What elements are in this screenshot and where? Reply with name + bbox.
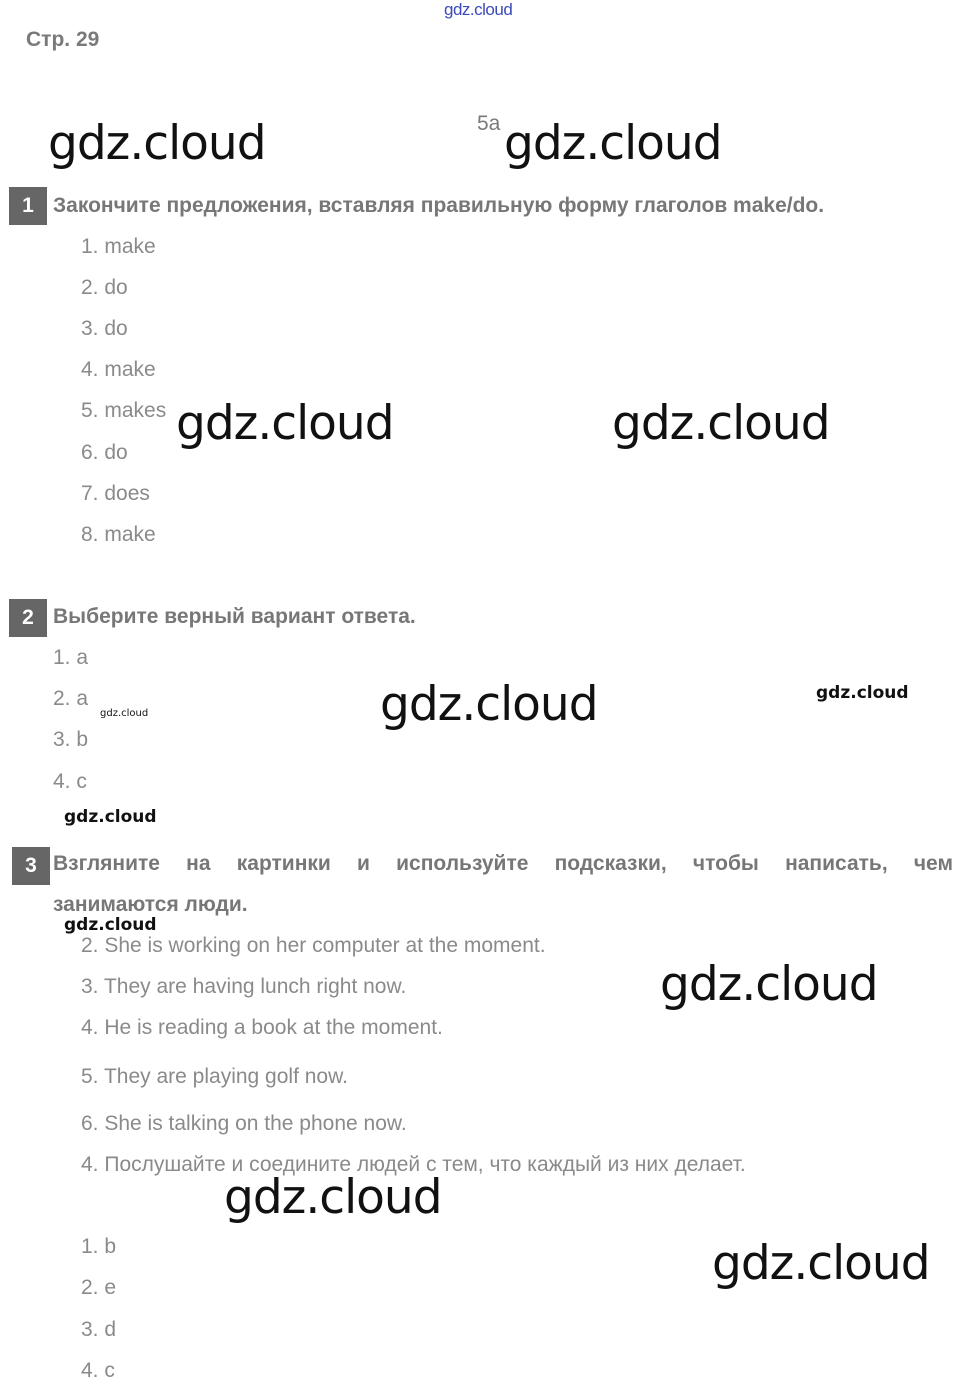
task-3-number: 3 bbox=[12, 847, 50, 885]
watermark: gdz.cloud bbox=[712, 1236, 930, 1291]
task-3-answer: 3. They are having lunch right now. bbox=[81, 975, 407, 998]
watermark: gdz.cloud bbox=[816, 683, 909, 703]
task-3-answer: 2. She is working on her computer at the moment. bbox=[81, 934, 546, 957]
task-1-answer: 2. do bbox=[81, 276, 128, 299]
watermark: gdz.cloud bbox=[64, 915, 157, 935]
task-2-answer: 2. a bbox=[53, 687, 89, 710]
top-watermark: gdz.cloud bbox=[444, 0, 513, 19]
task-3-title-line-1: Взгляните на картинки и используйте подсказки, чтобы написать, чем bbox=[53, 852, 953, 875]
task-1-answer: 8. make bbox=[81, 523, 156, 546]
task-2-answer: 3. b bbox=[53, 728, 89, 751]
watermark: gdz.cloud bbox=[100, 708, 149, 719]
task-2-answer: 1. a bbox=[53, 646, 89, 669]
watermark: gdz.cloud bbox=[612, 396, 830, 451]
task-3-title-line-2: занимаются люди. bbox=[53, 893, 248, 916]
task-3-answer: 5. They are playing golf now. bbox=[81, 1065, 348, 1088]
task-4-title: 4. Послушайте и соедините людей с тем, что каждый из них делает. bbox=[81, 1153, 746, 1176]
task-1-answer: 1. make bbox=[81, 235, 156, 258]
task-2-number: 2 bbox=[9, 599, 47, 637]
task-3-answer: 6. She is talking on the phone now. bbox=[81, 1112, 407, 1135]
watermark: gdz.cloud bbox=[64, 807, 157, 827]
task-4-answer: 4. c bbox=[81, 1359, 115, 1382]
task-1-answer: 7. does bbox=[81, 482, 150, 505]
task-1-answer: 6. do bbox=[81, 441, 128, 464]
task-4-answer: 2. e bbox=[81, 1276, 117, 1299]
unit-label: 5a bbox=[477, 112, 501, 135]
watermark: gdz.cloud bbox=[176, 396, 394, 451]
task-3-answer: 4. He is reading a book at the moment. bbox=[81, 1016, 443, 1039]
watermark: gdz.cloud bbox=[660, 957, 878, 1012]
task-2-title: Выберите верный вариант ответа. bbox=[53, 605, 416, 628]
task-1-answer: 3. do bbox=[81, 317, 128, 340]
watermark: gdz.cloud bbox=[380, 677, 598, 732]
watermark: gdz.cloud bbox=[224, 1170, 442, 1225]
task-4-answer: 1. b bbox=[81, 1235, 117, 1258]
task-2-answer: 4. c bbox=[53, 770, 87, 793]
watermark: gdz.cloud bbox=[504, 116, 722, 171]
task-1-title: Закончите предложения, вставляя правильную форму глаголов make/do. bbox=[53, 194, 825, 217]
watermark: gdz.cloud bbox=[48, 116, 266, 171]
task-1-answer: 4. make bbox=[81, 358, 156, 381]
task-4-answer: 3. d bbox=[81, 1318, 117, 1341]
task-1-answer: 5. makes bbox=[81, 399, 167, 422]
page-label: Стр. 29 bbox=[26, 28, 100, 51]
task-1-number: 1 bbox=[9, 187, 47, 225]
